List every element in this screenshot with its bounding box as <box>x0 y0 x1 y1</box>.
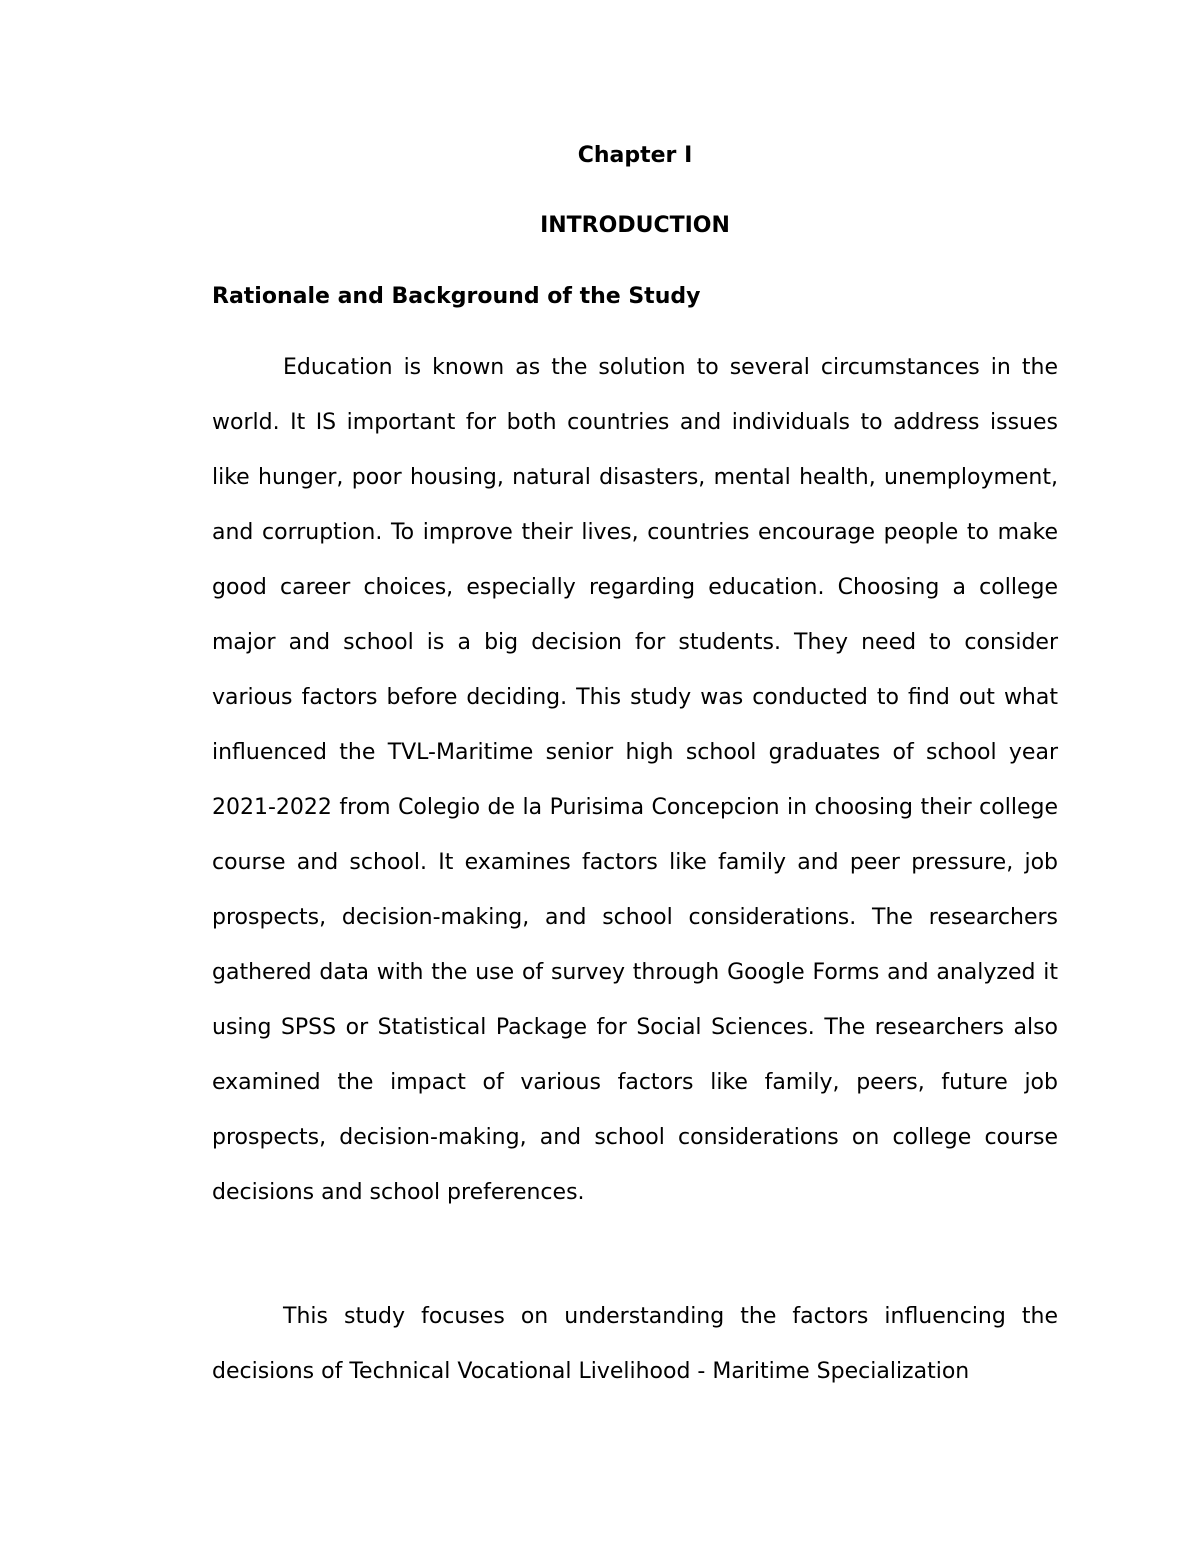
chapter-label: Chapter I <box>577 143 693 168</box>
paragraph-focus: This study focuses on understanding the factors influencing the decisions of Technical Vocational Livelihood - Maritime Specialization <box>212 1304 1058 1384</box>
chapter-title: INTRODUCTION <box>540 213 730 238</box>
section-heading: Rationale and Background of the Study <box>212 284 701 309</box>
paragraph-rationale: Education is known as the solution to several circumstances in the world. It IS important for both countries and individuals to address issues like hunger, poor housing, natural disasters, mental health, unemployment, and corruption. To improve their lives, countries encourage people to make good career choices, especially regarding education. Choosing a college major and school is a big decision for students. They need to consider various factors before deciding. This study was conducted to find out what influenced the TVL-Maritime senior high school graduates of school year 2021-2022 from Colegio de la Purisima Concepcion in choosing their college course and school. It examines factors like family and peer pressure, job prospects, decision-making, and school considerations. The researchers gathered data with the use of survey through Google Forms and analyzed it using SPSS or Statistical Package for Social Sciences. The researchers also examined the impact of various factors like family, peers, future job prospects, decision-making, and school considerations on college course decisions and school preferences. <box>212 355 1058 1205</box>
